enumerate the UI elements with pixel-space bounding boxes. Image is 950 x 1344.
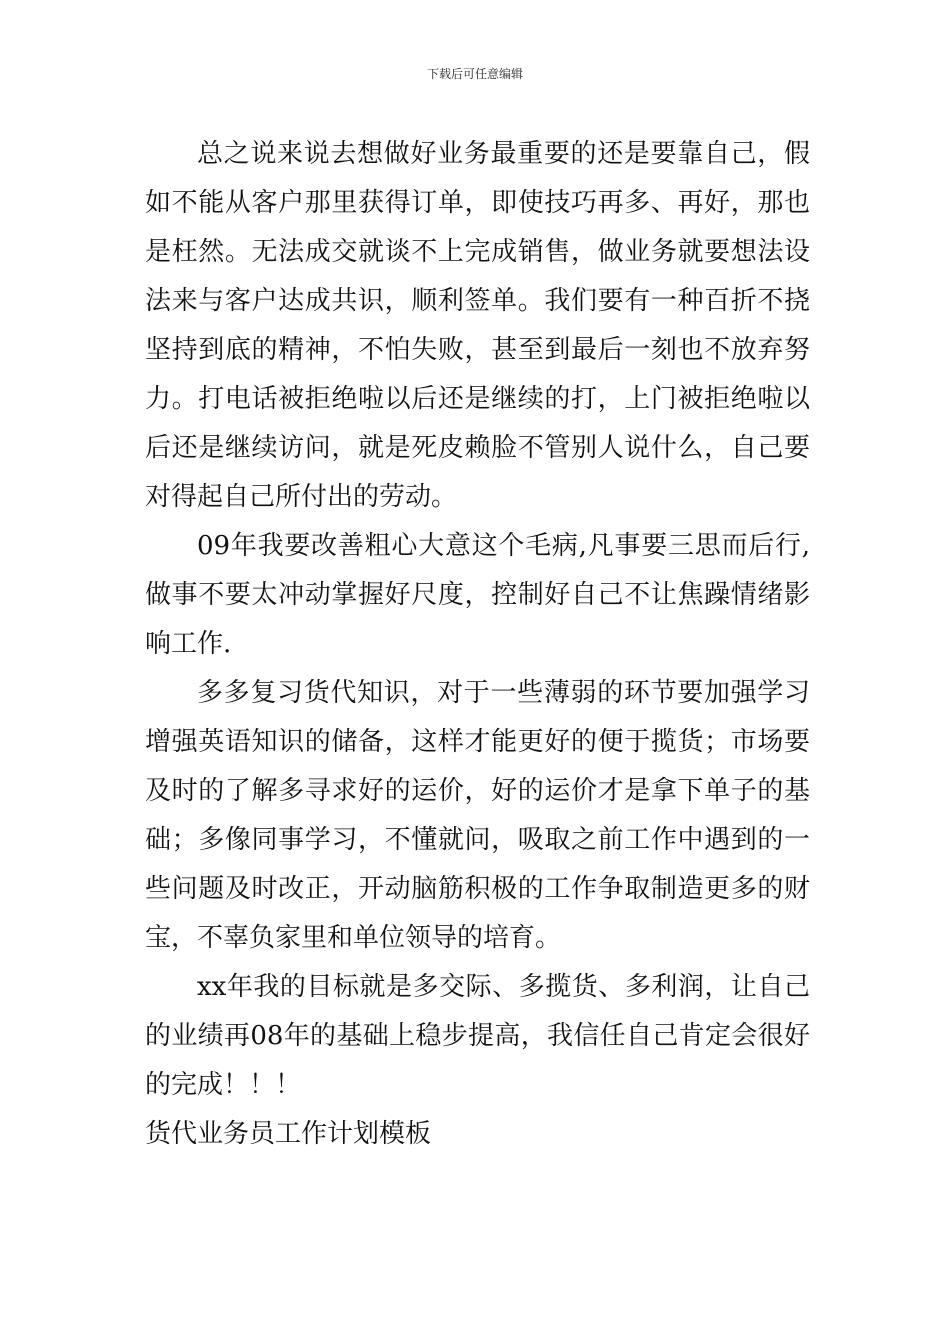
page-header: 下载后可任意编辑 [426,67,523,81]
paragraph-3: 多多复习货代知识，对于一些薄弱的环节要加强学习增强英语知识的储备，这样才能更好的便于揽货；市场要及时的了解多寻求好的运价，好的运价才是拿下单子的基础；多像同事学习，不懂就问，吸取之前工作中遇到的一些问题及时改正，开动脑筋积极的工作争取制造更多的财宝，不辜负家里和单位领导的培育。 [145,678,810,953]
paragraph-2: 09年我要改善粗心大意这个毛病,凡事要三思而后行,做事不要太冲动掌握好尺度，控制好自己不让焦躁情绪影响工作. [145,531,810,659]
document-body [145,130,810,1159]
paragraph-1: 总之说来说去想做好业务最重要的还是要靠自己，假如不能从客户那里获得订单，即使技巧再多、再好，那也是枉然。无法成交就谈不上完成销售，做业务就要想法设法来与客户达成共识，顺利签单。我们要有一种百折不挠坚持到底的精神，不怕失败，甚至到最后一刻也不放弃努力。打电话被拒绝啦以后还是继续的打，上门被拒绝啦以后还是继续访问，就是死皮赖脸不管别人说什么，自己要对得起自己所付出的劳动。 [145,139,810,512]
section-title: 货代业务员工作计划模板 [145,1119,432,1149]
paragraph-4: xx年我的目标就是多交际、多揽货、多利润，让自己的业绩再08年的基础上稳步提高，我信任自己肯定会很好的完成！！！ [145,972,810,1100]
